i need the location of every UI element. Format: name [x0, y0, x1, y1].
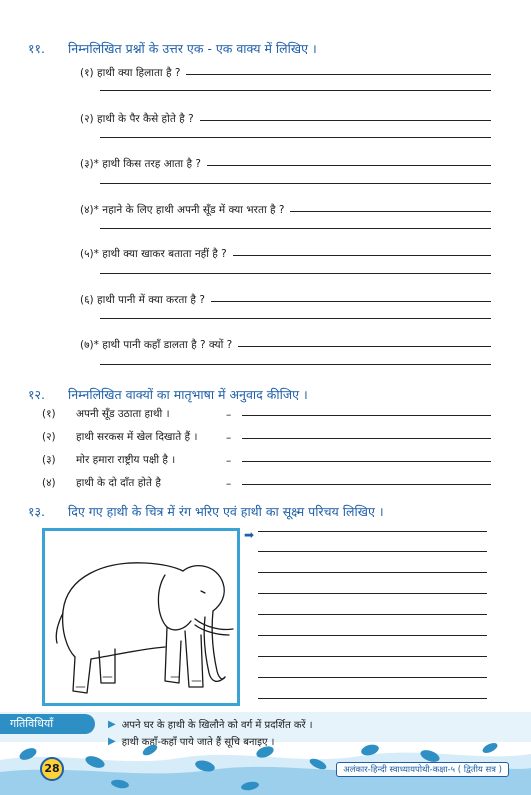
section-12-title: निम्नलिखित वाक्यों का मातृभाषा में अनुवाद कीजिए ।: [68, 387, 308, 402]
answer-line[interactable]: [290, 211, 491, 212]
answer-line[interactable]: [242, 461, 491, 462]
page-number-badge: 28: [40, 757, 64, 781]
activity-text: हाथी कहाँ-कहाँ पाये जाते हैं सूचि बनाइए ।: [121, 737, 275, 748]
answer-line[interactable]: [258, 635, 487, 636]
item-number: (२): [42, 431, 56, 443]
answer-line[interactable]: [100, 228, 491, 229]
sentence-text: हाथी सरकस में खेल दिखाते हैं ।: [76, 431, 198, 443]
translation-row-2: [42, 428, 491, 444]
question-6-text: (६) हाथी पानी में क्या करता है ?: [80, 293, 211, 307]
answer-line[interactable]: [100, 364, 491, 365]
question-3-text: (३)* हाथी किस तरह आता है ?: [80, 157, 207, 171]
question-2-text: (२) हाथी के पैर कैसे होते है ?: [80, 112, 200, 126]
item-number: (३): [42, 454, 56, 466]
answer-line[interactable]: [242, 484, 491, 485]
section-13-number: १३.: [28, 504, 45, 519]
translation-row-1: [42, 405, 491, 421]
answer-line[interactable]: [233, 255, 491, 256]
answer-line[interactable]: [258, 677, 487, 678]
answer-line[interactable]: [100, 90, 491, 91]
section-13-title: दिए गए हाथी के चित्र में रंग भरिए एवं हाथी का सूक्ष्म परिचय लिखिए ।: [68, 504, 384, 519]
question-row-6: [80, 291, 491, 307]
answer-line[interactable]: [258, 698, 487, 699]
translation-row-4: [42, 474, 491, 490]
answer-line[interactable]: [100, 318, 491, 319]
activity-item-1: [108, 717, 313, 731]
triangle-bullet-icon: ▶: [108, 718, 116, 730]
answer-line[interactable]: [258, 531, 487, 532]
answer-line[interactable]: [238, 346, 491, 347]
answer-line[interactable]: [242, 438, 491, 439]
arrow-right-icon: ➡: [244, 528, 255, 542]
book-title-label: अलंकार-हिन्दी स्वाध्यायपोथी-कक्षा-५ ( द्वितीय सत्र ): [336, 762, 509, 777]
elephant-drawing: [45, 531, 237, 703]
answer-line[interactable]: [100, 183, 491, 184]
section-11-title: निम्नलिखित प्रश्नों के उत्तर एक - एक वाक्य में लिखिए ।: [68, 41, 317, 56]
dash: –: [226, 432, 232, 444]
item-number: (१): [42, 408, 56, 420]
section-11-number: ११.: [28, 41, 45, 56]
section-12-number: १२.: [28, 387, 45, 402]
elephant-picture-frame[interactable]: [42, 528, 240, 706]
answer-line[interactable]: [100, 273, 491, 274]
question-row-1: [80, 64, 491, 80]
answer-line[interactable]: [258, 614, 487, 615]
question-1-text: (१) हाथी क्या हिलाता है ?: [80, 66, 186, 80]
question-row-5: [80, 245, 491, 261]
answer-line[interactable]: [100, 137, 491, 138]
question-row-3: [80, 155, 491, 171]
question-7-text: (७)* हाथी पानी कहाँ डालता है ? क्यों ?: [80, 338, 238, 352]
dash: –: [226, 478, 232, 490]
answer-line[interactable]: [258, 656, 487, 657]
activity-text: अपने घर के हाथी के खिलौने को वर्ग में प्रदर्शित करें ।: [121, 720, 313, 731]
sentence-text: हाथी के दो दाँत होते है: [76, 477, 161, 489]
sentence-text: मोर हमारा राष्ट्रीय पक्षी है ।: [76, 454, 176, 466]
question-row-7: [80, 336, 491, 352]
section-11-heading: [28, 40, 317, 57]
question-row-2: [80, 110, 491, 126]
answer-line[interactable]: [186, 74, 491, 75]
answer-line[interactable]: [258, 572, 487, 573]
triangle-bullet-icon: ▶: [108, 735, 116, 747]
activities-label: गतिविधियाँ: [0, 714, 95, 734]
question-row-4: [80, 201, 491, 217]
answer-line[interactable]: [258, 551, 487, 552]
answer-line[interactable]: [207, 165, 491, 166]
translation-row-3: [42, 451, 491, 467]
sentence-text: अपनी सूँड उठाता हाथी ।: [76, 408, 170, 420]
section-13-heading: [28, 503, 384, 520]
question-5-text: (५)* हाथी क्या खाकर बताता नहीं है ?: [80, 247, 233, 261]
question-4-text: (४)* नहाने के लिए हाथी अपनी सूँड में क्या भरता है ?: [80, 203, 290, 217]
answer-line[interactable]: [242, 415, 491, 416]
answer-line[interactable]: [211, 301, 491, 302]
dash: –: [226, 455, 232, 467]
answer-line[interactable]: [200, 120, 491, 121]
answer-line[interactable]: [258, 593, 487, 594]
item-number: (४): [42, 477, 56, 489]
section-12-heading: [28, 386, 308, 403]
dash: –: [226, 409, 232, 421]
